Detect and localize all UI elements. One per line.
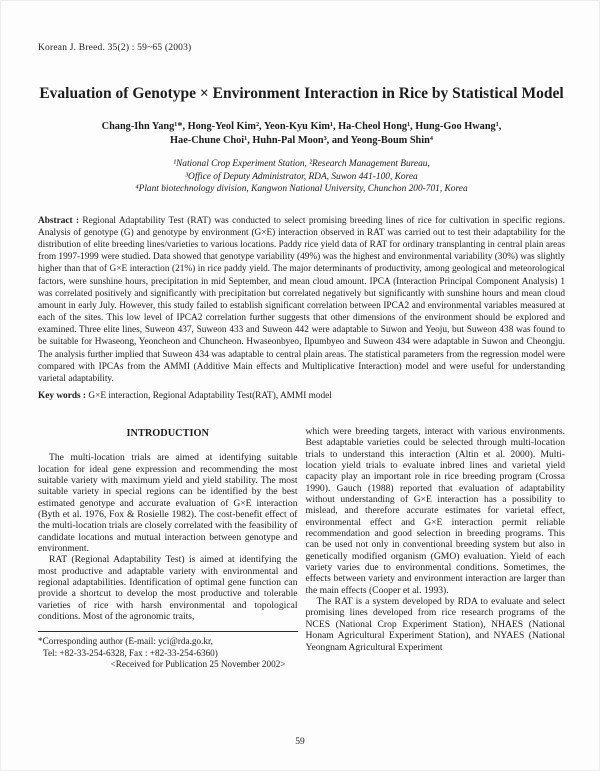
body-paragraph: which were breeding targets, interact with various environments. Best adaptable varieties could be selected through multi-location trials to understand this interaction (Altin et al. 2000). Multi-location yield trials to evaluate inbred lines and varietal yield capacity play an important role in rice breeding program (Crossa 1990). Gauch (1988) reported that evaluation of adaptability without understanding of G×E interaction has a possibility to mislead, and therefore accurate estimates for varietal effect, environmental effect and G×E interaction permit reliable recommendation and good selection in breeding programs. This can be used not only in conventional breeding system but also in genetically modified organism (GMO) evaluation. Yield of each variety varies due to environmental conditions. Sometimes, the effects between variety and environment interaction are larger than the main effects (Cooper et al. 1993).: [305, 425, 565, 596]
two-column-body: [38, 426, 565, 670]
section-heading-introduction: INTRODUCTION: [126, 427, 209, 439]
left-column: [38, 426, 298, 670]
footnote-email: *Corresponding author (E-mail: yci@rda.go.kr,: [38, 636, 213, 647]
corresponding-author-footnote: [38, 631, 298, 670]
footnote-received-date: <Received for Publication 25 November 2002>: [110, 658, 286, 669]
body-paragraph: The RAT is a system developed by RDA to evaluate and select promising lines developed from rice research programs of the NCES (National Crop Experiment Station), NHAES (National Honam Agricultural Experiment Station), and NYAES (National Yeongnam Agricultural Experiment: [305, 596, 565, 653]
paper-title: Evaluation of Genotype × Environment Interaction in Rice by Statistical Model: [39, 85, 564, 102]
keywords: [38, 390, 565, 402]
affiliation-line-2: ³Office of Deputy Administrator, RDA, Suwon 441-100, Korea: [185, 171, 418, 182]
affiliations: [38, 158, 565, 196]
affiliation-line-3: ⁴Plant biotechnology division, Kangwon National University, Chunchon 200-701, Korea: [135, 184, 468, 195]
page-number: 59: [295, 737, 305, 747]
author-line-2: Hae-Chune Choi¹, Huhn-Pal Moon³, and Yeong-Boum Shin⁴: [170, 134, 433, 146]
author-list: [38, 120, 565, 147]
affiliation-line-1: ¹National Crop Experiment Station, ²Research Management Bureau,: [173, 159, 430, 169]
footnote-phone-fax: Tel: +82-33-254-6328, Fax : +82-33-254-6360): [43, 647, 218, 658]
abstract-text: Regional Adaptability Test (RAT) was conducted to select promising breeding lines of rice for cultivation in specific regions. Analysis of genotype (G) and genotype by environment (G×E) interaction observed in RAT was carried out to test their adaptability for the distribution of elite breeding lines/varieties to various locations. Paddy rice yield data of RAT for ordinary transplanting in central plain areas from 1997-1999 were studied. Data showed that genotype variability (49%) was the highest and environmental variability (30%) was slightly higher than that of G×E interaction (21%) in rice paddy yield. The major determinants of productivity, among geological and meteorological factors, were sunshine hours, precipitation in mid September, and mean cloud amount. IPCA (Interaction Principal Component Analysis) 1 was correlated positively and significantly with precipitation but correlated negatively but significantly with sunshine hours and mean cloud amount in early July. However, this study failed to establish significant correlation between IPCA2 and environmental variables measured at each of the sites. This low level of IPCA2 correlation further suggests that other dimensions of the environment should be explored and examined. Three elite lines, Suweon 437, Suweon 433 and Suweon 442 were adaptable to Suwon and Yeoju, but Suweon 438 was found to be suitable for Hwaseong, Yeoncheon and Chuncheon. Hwaseonbyeo, Ilpumbyeo and Suweon 434 were adaptable in Suwon and Cheongju. The analysis further implied that Suweon 434 was adaptable to central plain areas. The statistical parameters from the regression model were compared with IPCAs from the AMMI (Additive Main effects and Multiplicative Interaction) model and were useful for understanding varietal adaptability.: [38, 215, 565, 384]
page-content: [1, 1, 599, 670]
journal-citation: Korean J. Breed. 35(2) : 59~65 (2003): [38, 43, 192, 53]
body-paragraph: The multi-location trials are aimed at identifying suitable location for ideal gene expression and recommending the most suitable variety with maximum yield and yield stability. The most suitable variety in special regions can be identified by the best estimated genotype and accurate evaluation of G×E interaction (Byth et al. 1976, Fox & Rosielle 1982). The cost-benefit effect of the multi-location trials are closely correlated with the feasibility of candidate locations and mutual interaction between genotype and environment.: [38, 452, 298, 555]
right-column: [306, 426, 566, 670]
keywords-label: Key words :: [38, 390, 87, 401]
abstract-label: Abstract :: [38, 215, 80, 226]
abstract: [38, 215, 565, 385]
body-paragraph: RAT (Regional Adaptability Test) is aimed at identifying the most productive and adaptable variety with environmental and regional adaptabilities. Identification of optimal gene function can provide a shortcut to develop the most productive and tolerable varieties of rice with harsh environmental and topological conditions. Most of the agronomic traits,: [38, 554, 298, 623]
author-line-1: Chang-Ihn Yang¹*, Hong-Yeol Kim², Yeon-Kyu Kim¹, Ha-Cheol Hong¹, Hung-Goo Hwang¹,: [101, 121, 502, 132]
keywords-text: G×E interaction, Regional Adaptability Test(RAT), AMMI model: [86, 390, 332, 401]
